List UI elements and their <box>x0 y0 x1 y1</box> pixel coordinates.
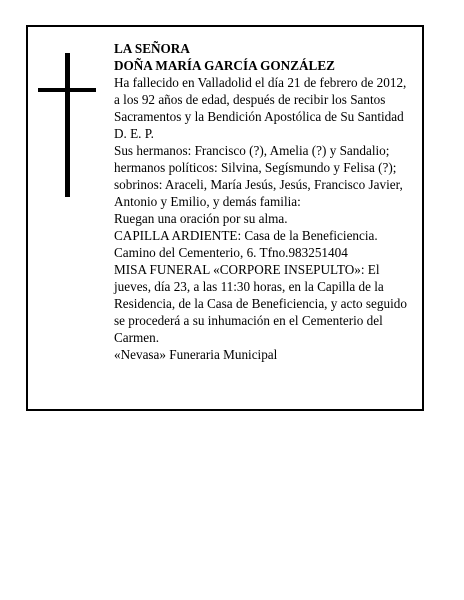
notice-line: CAPILLA ARDIENTE: Casa de la Beneficiencia. <box>114 228 378 243</box>
cross-icon <box>38 53 96 197</box>
notice-line: Ruegan una oración por su alma. <box>114 211 288 226</box>
cross-vertical-bar <box>65 53 70 197</box>
notice-line: sobrinos: Araceli, María Jesús, Jesús, Francisco Javier, <box>114 177 403 192</box>
notice-line: Residencia, de la Casa de Beneficiencia, y acto seguido <box>114 296 407 311</box>
notice-line: Antonio y Emilio, y demás familia: <box>114 194 301 209</box>
notice-line: jueves, día 23, a las 11:30 horas, en la Capilla de la <box>114 279 384 294</box>
obituary-text <box>114 40 420 363</box>
notice-line: Camino del Cementerio, 6. Tfno.983251404 <box>114 245 348 260</box>
notice-heading: LA SEÑORA <box>114 41 190 56</box>
notice-line: Sus hermanos: Francisco (?), Amelia (?) y Sandalio; <box>114 143 390 158</box>
deceased-name: DOÑA MARÍA GARCÍA GONZÁLEZ <box>114 58 335 73</box>
notice-line: se procederá a su inhumación en el Cementerio del <box>114 313 383 328</box>
notice-line: hermanos políticos: Silvina, Segísmundo y Felisa (?); <box>114 160 397 175</box>
notice-line: Sacramentos y la Bendición Apostólica de Su Santidad <box>114 109 404 124</box>
notice-line: Ha fallecido en Valladolid el día 21 de febrero de 2012, <box>114 75 407 90</box>
cross-horizontal-bar <box>38 88 96 92</box>
notice-line: «Nevasa» Funeraria Municipal <box>114 347 278 362</box>
notice-line: MISA FUNERAL «CORPORE INSEPULTO»: El <box>114 262 380 277</box>
notice-line: a los 92 años de edad, después de recibir los Santos <box>114 92 386 107</box>
notice-line: Carmen. <box>114 330 160 345</box>
notice-line: D. E. P. <box>114 126 154 141</box>
